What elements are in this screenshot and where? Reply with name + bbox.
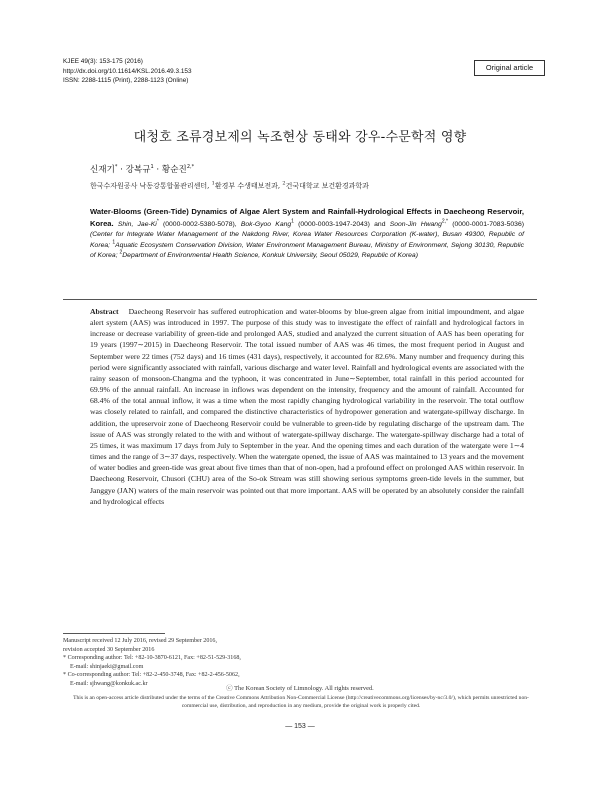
author-sup: * [114,164,118,171]
affil-sup: 2 [119,249,123,256]
author-name: 황순진 [161,165,187,175]
manuscript-received: Manuscript received 12 July 2016, revised 29 September 2016, [63,638,218,644]
korean-title: 대청호 조류경보제의 녹조현상 동태와 강우-수문학적 영향 [133,130,467,145]
issn: ISSN: 2288-1115 (Print), 2288-1123 (Online) [63,77,189,85]
author-sup: 2,* [441,218,448,225]
revision-accepted: revision accepted 30 September 2016 [63,646,155,653]
co-corresponding-author: * Co-corresponding author: Tel: +82-2-450-3748, Fax: +82-2-456-5062, [63,672,240,679]
english-affiliation: (Center for Integrate Water Management of the Nakdong River, Korea Water Resources Corporation (K-water), Busan 49300, Republic of Korea; [90,231,524,249]
author-name: Bok-Gyoo Kang [240,220,292,228]
abstract-text: Daecheong Reservoir has suffered eutrophication and water-blooms by blue-green algae from initial impoundment, and algae alert system (AAS) was introduced in 1997. The purpose of this study was to investigate the effect of rainfall and hydrological factors in increase or decrease variability of green-tide and prolonged AAS, studied and analyzed the current situation of AAS has been operating for 19 years (1997∼2015) in Daecheong Reservoir. The total issued number of AAS was 46 times, the most frequent period in August and September were 22 times (752 days) and 16 times (431 days), respectively, it accounted for 82.6%. Many number and frequency during this period were significantly associated with rainfall, various discharge and water level. Rainfall and hydrological events are associated with the rainy season of monsoon-Changma and the typhoon, it was concentrated in June∼September, total rainfall in this period accounted for 69.9% of the annual rainfall. An increase in inflows was dependent on the intensity, frequency and the amount of rainfall. Accounted for 68.4% of the total annual inflow, it was a time when the most rapidly changing hydrological variability in the reservoir. The total outflow was closely related to rainfall, and compared the distinctive characteristics of hydropower generation and watergate-spillway discharge. In addition, the upreservoir zone of Daecheong Reservoir could be vulnerable to green-tide by regulating discharge of the upstream dam. The issue of AAS was strongly related to the with and without of watergate-spillway discharge. The watergate-spillway discharge had a total of 25 times, it was maximum 17 days from July to September in the year. And the opening times and each duration of the watergate were 1∼4 times and the range of 3∼37 days, respectively. When the watergate opened, the issue of AAS was maintained to 13 years and the movement of water bodies and green-tide was great about five times than that of non-open, had a profound effect on prolonged AAS within reservoir. In Daecheong Reservoir, Chusori (CHU) area of the So-ok Stream was still showing serious symptoms green-tide levels in the summer, but Janggye (JAN) waters of the main reservoir was pointed out that more important. AAS will be operated by an absolutely consider the rainfall and hydrological effects [90,307,525,506]
author-name: Shin, Jae-Ki [117,220,157,228]
abstract [90,306,524,507]
affil-sup: 1 [112,239,116,246]
english-citation-block [90,207,524,262]
author-sup: * [156,218,159,225]
author-sep: · [117,165,126,175]
orcid[interactable]: (0000-0002-5380-5078), [158,220,241,228]
korean-authors [90,163,194,175]
footnotes [63,637,241,689]
article-type-badge: Original article [474,60,545,76]
footnote-divider [63,633,165,634]
author-sup: 1 [291,218,294,225]
author-sup: 2,* [186,164,195,171]
orcid[interactable]: (0000-0001-7083-5036) [448,220,524,228]
author-sup: 1 [150,164,154,171]
author-sep: · [153,165,162,175]
affil-sup: 1 [211,180,215,187]
corresponding-email[interactable]: E-mail: shinjaeki@gmail.com [70,663,144,670]
affil-sup: 2 [282,180,286,187]
affiliation: 건국대학교 보건환경과학과 [285,182,369,190]
english-affiliation: Department of Environmental Health Science, Konkuk University, Seoul 05029, Republic of Korea) [122,252,418,259]
section-divider [63,299,537,300]
page-number: — 153 — [285,723,315,730]
english-title: Water-Blooms (Green-Tide) Dynamics of Algae Alert System and Rainfall-Hydrological Effects in Daecheong Reservoir, Korea. [90,207,524,228]
abstract-label: Abstract [90,307,119,316]
journal-header [63,57,192,86]
english-affiliation: Aquatic Ecosystem Conservation Division, Water Environment Management Bureau, Ministry of Environment, Sejong 30130, Republic of Korea; [90,241,524,259]
korean-affiliations [90,181,369,191]
corresponding-author: * Corresponding author: Tel: +82-10-3870-6121, Fax: +82-51-529-3168, [63,655,241,662]
co-corresponding-email[interactable]: E-mail: sjhwang@konkuk.ac.kr [70,680,148,687]
affiliation: 환경부 수생태보전과, [214,182,283,190]
author-name: 강복규 [125,165,151,175]
author-name: Soon-Jin Hwang [389,220,442,228]
journal-citation: KJEE 49(3): 153-175 (2016) [63,58,143,65]
license-notice: This is an open-access article distributed under the terms of the Creative Commons Attribution Non-Commercial License (http://creativecommons.org/licenses/by-nc/3.0/), which permits unrestricted non-commercial use, distribution, and reproduction in any medium, provide the original work is properly cited. [73,695,529,709]
orcid[interactable]: (0000-0003-1947-2043) and [293,220,390,228]
doi-link[interactable]: http://dx.doi.org/10.11614/KSL.2016.49.3.153 [63,67,192,75]
copyright-notice: ⓒ The Korean Society of Limnology. All rights reserved. [226,685,374,692]
affiliation: 한국수자원공사 낙동강통합물관리센터, [90,182,212,190]
author-name: 신재기 [90,165,115,175]
